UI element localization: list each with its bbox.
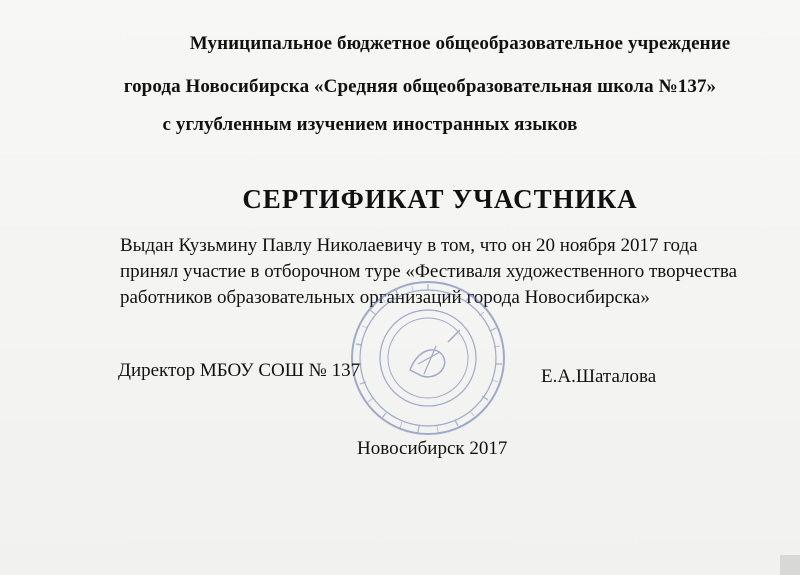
header-line-2: города Новосибирска «Средняя общеобразовательная школа №137» bbox=[123, 76, 717, 97]
page-corner bbox=[780, 555, 800, 575]
header-line-3: с углубленным изучением иностранных языков bbox=[162, 114, 578, 135]
body-line-1: Выдан Кузьмину Павлу Николаевичу в том, что он 20 ноября 2017 года bbox=[120, 235, 698, 256]
certificate-title: СЕРТИФИКАТ УЧАСТНИКА bbox=[242, 184, 638, 214]
seal-icon bbox=[348, 278, 508, 438]
director-position: Директор МБОУ СОШ № 137 bbox=[118, 360, 361, 381]
director-name: Е.А.Шаталова bbox=[541, 366, 657, 387]
body-line-3: работников образовательных организаций города Новосибирска» bbox=[120, 287, 650, 308]
header-line-1: Муниципальное бюджетное общеобразовательное учреждение bbox=[189, 33, 731, 54]
body-line-2: принял участие в отборочном туре «Фестиваля художественного творчества bbox=[120, 261, 737, 282]
city-year: Новосибирск 2017 bbox=[357, 438, 508, 459]
